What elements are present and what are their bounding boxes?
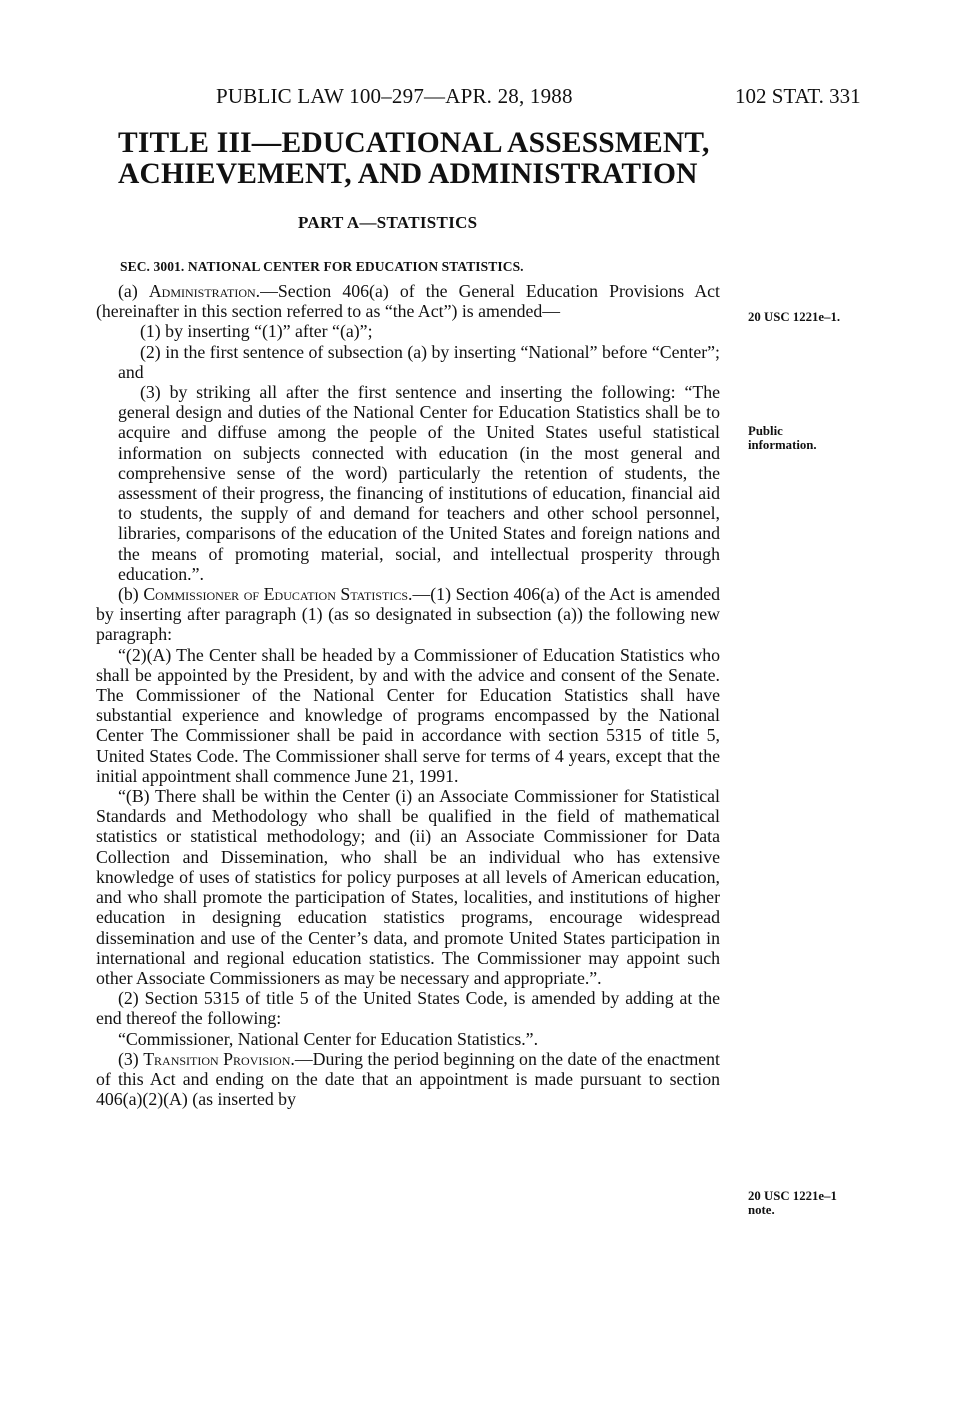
- subsection-b-label: (b): [118, 584, 144, 605]
- subsection-a-label: (a): [118, 281, 149, 301]
- margin-note-public-line-2: information.: [748, 438, 817, 452]
- paragraph-a1: (1) by inserting “(1)” after “(a)”;: [140, 321, 373, 342]
- paragraph-b-3: [96, 1049, 720, 1110]
- title-heading: [118, 128, 758, 190]
- margin-note-usc: 20 USC 1221e–1.: [748, 310, 841, 324]
- margin-note-usc-note-line-2: note.: [748, 1203, 775, 1217]
- margin-note-public-line-1: Public: [748, 424, 783, 438]
- paragraph-b-2: (2) Section 5315 of title 5 of the United States Code, is amended by adding at the end thereof the following:: [96, 988, 720, 1029]
- paragraph-b-2-quote: “Commissioner, National Center for Education Statistics.”.: [118, 1028, 539, 1049]
- subsection-b: [96, 584, 720, 645]
- margin-note-usc-note: [748, 1189, 837, 1217]
- subsection-a: [96, 281, 720, 321]
- margin-note-usc-note-line-1: 20 USC 1221e–1: [748, 1189, 837, 1203]
- section-heading: SEC. 3001. NATIONAL CENTER FOR EDUCATION STATISTICS.: [120, 259, 524, 274]
- paragraph-b-3-heading: Transition Provision.: [143, 1048, 295, 1069]
- subsection-a-heading: Administration.: [148, 281, 261, 301]
- paragraph-b-3-label: (3): [118, 1048, 144, 1069]
- part-heading: PART A—STATISTICS: [298, 213, 478, 232]
- title-line-2: ACHIEVEMENT, AND ADMINISTRATION: [118, 158, 698, 190]
- paragraph-a3: (3) by striking all after the first sentence and inserting the following: “The general design and duties of the National Center for Education Statistics shall be to acquire and diffuse among the people of the United States useful statistical information on subjects connected with education (in the most general and comprehensive sense of the word) particularly the retention of students, the assessment of their progress, the financing of institutions of education, financial aid to students, the supply of and demand for teachers and other school personnel, libraries, comparisons of the education of the United States and foreign nations and the means of promoting material, social, and intellectual prosperity through education.”.: [118, 382, 720, 584]
- subsection-b-heading: Commissioner of Education Statistics.: [143, 584, 413, 605]
- margin-note-public-information: [748, 424, 817, 452]
- subsection-b-text: —(1) Section 406(a) of the Act is amended by inserting after paragraph (1) (as so designated in subsection (a)) the following new paragraph:: [96, 584, 720, 645]
- subsection-a-text: —Section 406(a) of the General Education Provisions Act (hereinafter in this section referred to as “the Act”) is amended—: [96, 281, 720, 322]
- paragraph-b-2A: “(2)(A) The Center shall be headed by a Commissioner of Education Statistics who shall be appointed by the President, by and with the advice and consent of the Senate. The Commissioner of the National Center for Education Statistics shall have substantial experience and knowledge of programs encompassed by the National Center The Commissioner shall be paid in accordance with section 5315 of title 5, United States Code. The Commissioner shall serve for terms of 4 years, except that the initial appointment shall commence June 21, 1991.: [96, 644, 720, 786]
- statute-body: [96, 281, 720, 1109]
- paragraph-b-3-text: —During the period beginning on the date of the enactment of this Act and ending on the date that an appointment is made pursuant to section 406(a)(2)(A) (as inserted by: [96, 1048, 721, 1110]
- stat-page-number: 102 STAT. 331: [735, 84, 861, 108]
- title-line-1: TITLE III—EDUCATIONAL ASSESSMENT,: [118, 127, 710, 159]
- running-head: PUBLIC LAW 100–297—APR. 28, 1988: [216, 84, 573, 108]
- paragraph-b-2B: “(B) There shall be within the Center (i) an Associate Commissioner for Statistical Standards and Methodology who shall be qualified in the field of mathematical statistics or statistical methodology; and (ii) an Associate Commissioner for Data Collection and Dissemination, who shall be an individual who has extensive knowledge of uses of statistics for policy purposes at all levels of American education, and who shall promote the participation of States, localities, and institutions of higher education in designing education statistics programs, encourage widespread dissemination and use of the Center’s data, and promote United States participation in international and regional education statistics. The Commissioner may appoint such other Associate Commissioners as may be necessary and appropriate.”.: [96, 786, 720, 988]
- paragraph-a2: (2) in the first sentence of subsection (a) by inserting “National” before “Center”; and: [118, 341, 720, 382]
